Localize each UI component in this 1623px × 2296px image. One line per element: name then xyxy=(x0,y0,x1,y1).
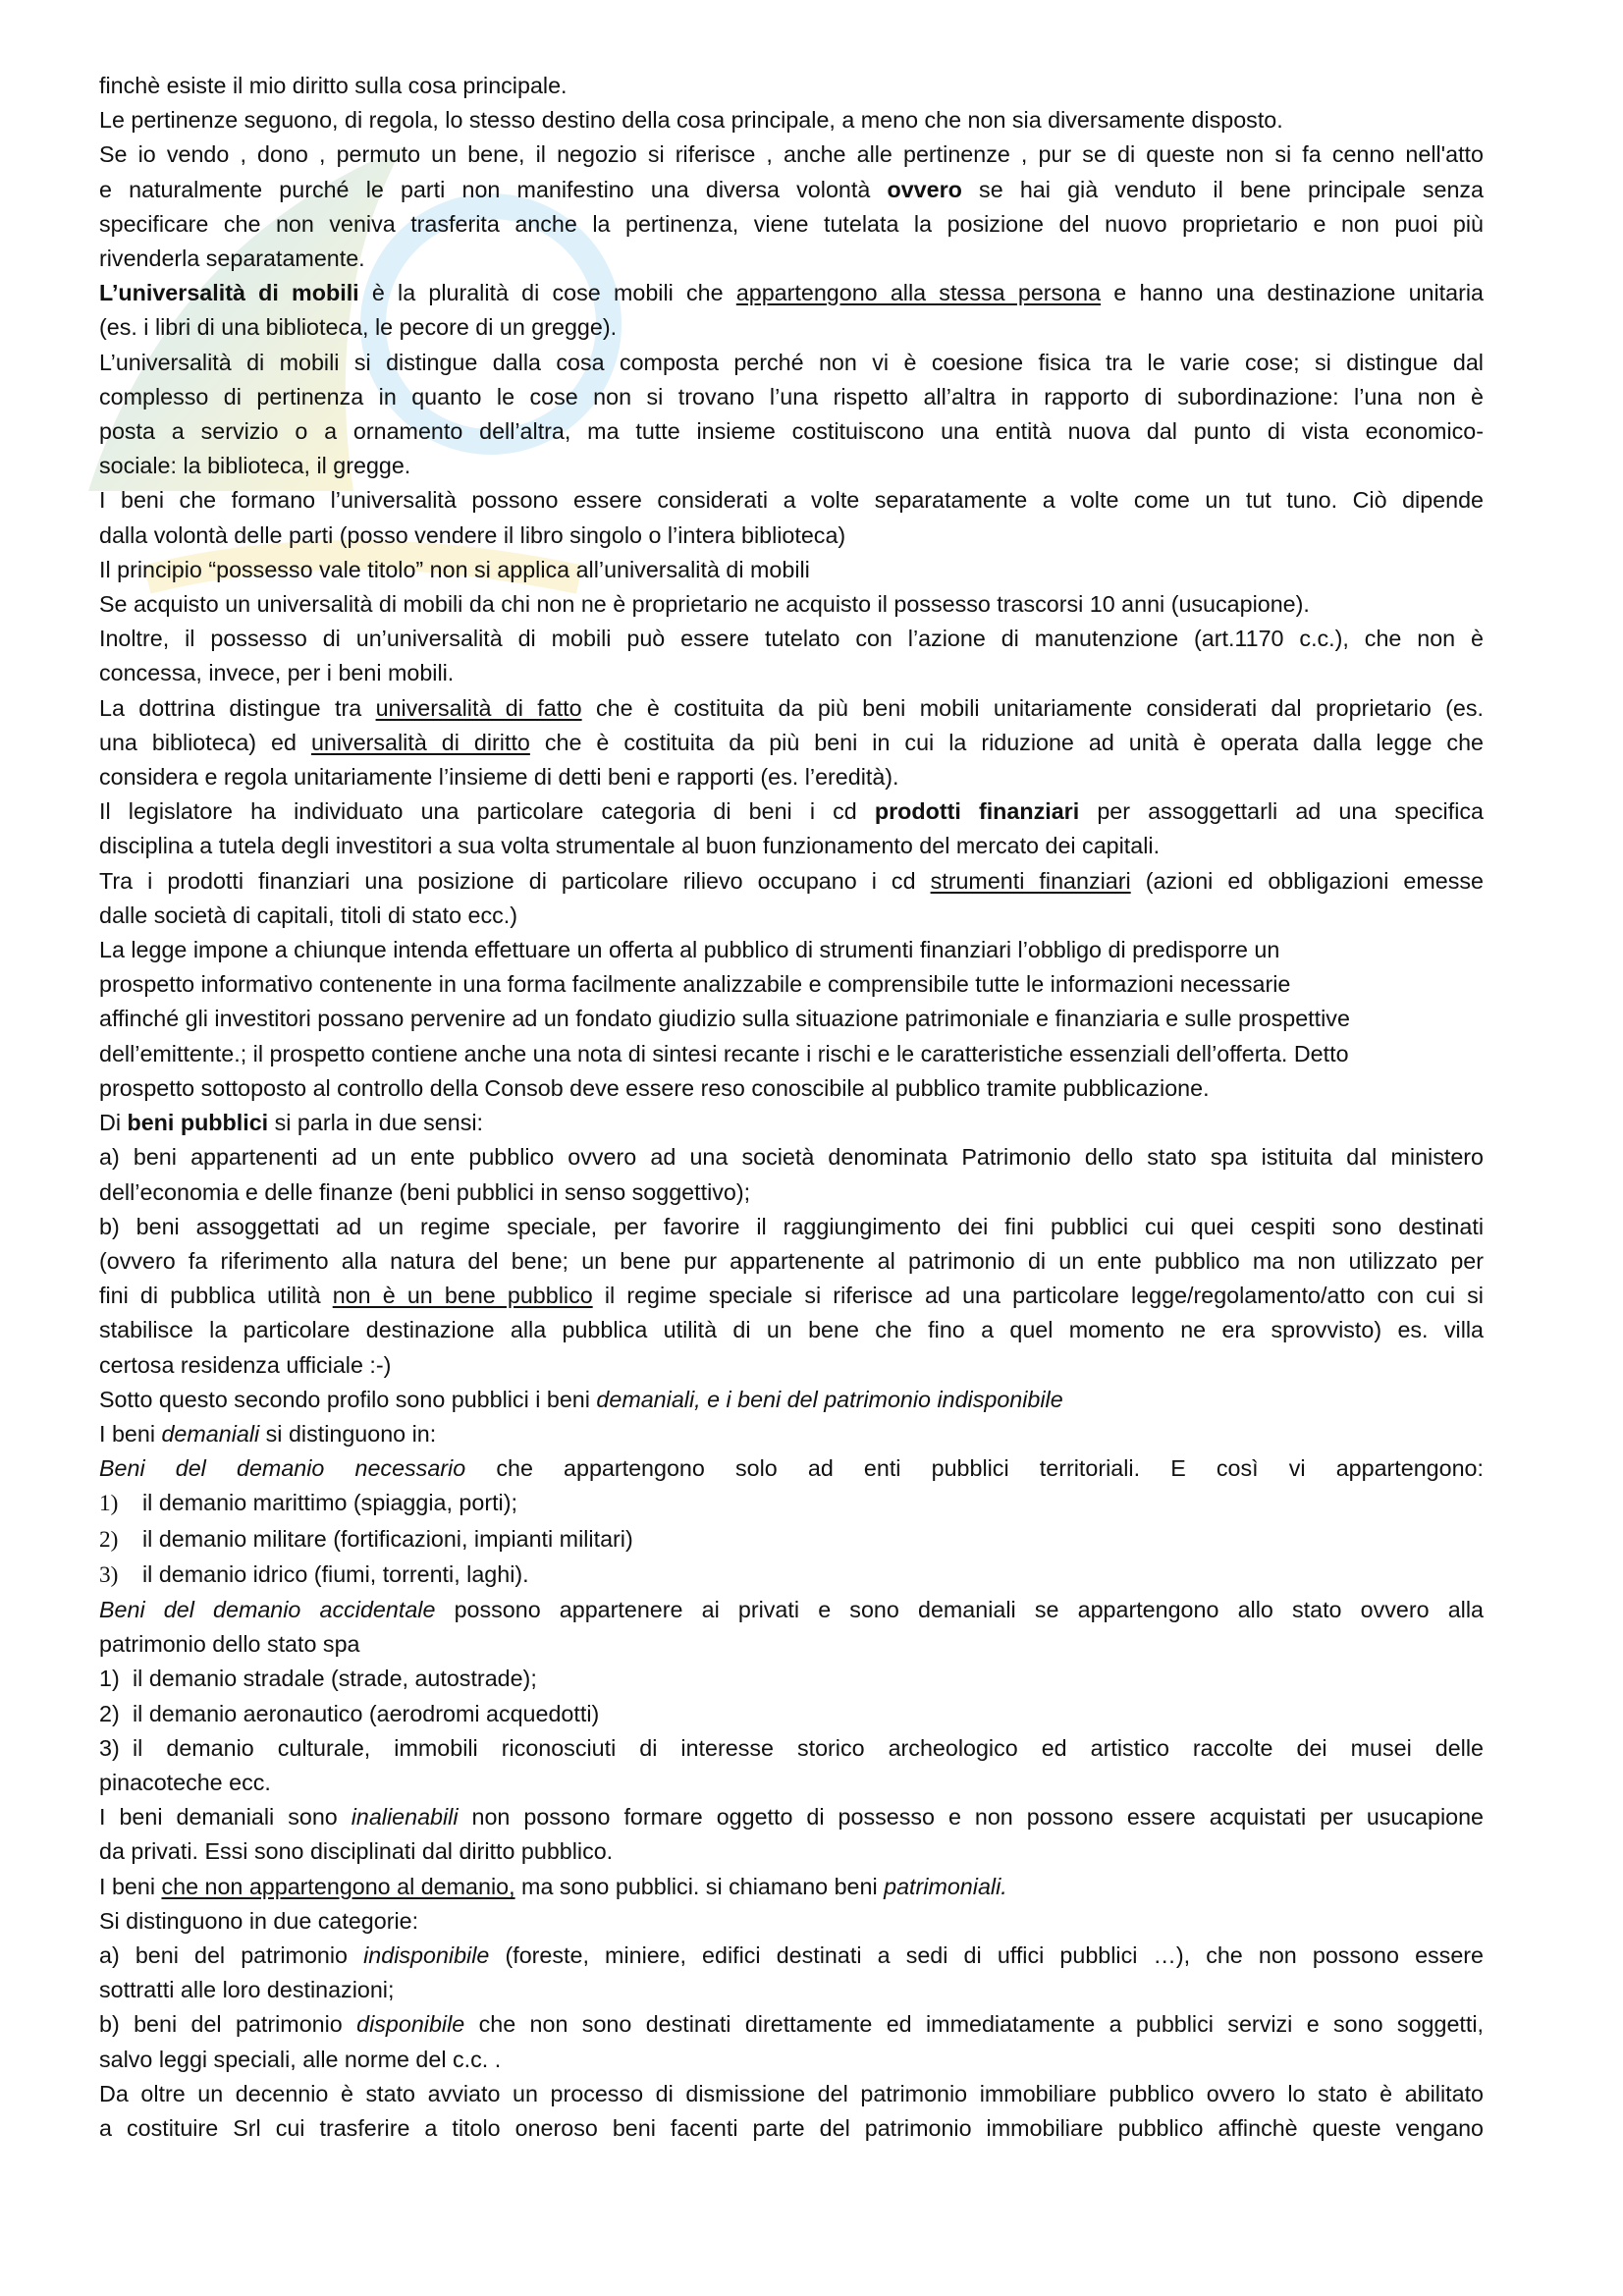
text-line xyxy=(99,760,1484,794)
line-text: il demanio stradale (strade, autostrade); xyxy=(133,1666,537,1692)
text-line xyxy=(99,1451,1484,1486)
line-text: una biblioteca) ed xyxy=(99,729,311,755)
text-line xyxy=(99,794,1484,829)
text-line xyxy=(99,1071,1484,1106)
line-text: sociale: la biblioteca, il gregge. xyxy=(99,453,411,479)
list-number: 1) xyxy=(99,1491,119,1517)
text-line xyxy=(99,1313,1484,1347)
line-text: per assoggettarli ad una specifica xyxy=(1079,798,1484,825)
line-text: a costituire Srl cui trasferire a titolo oneroso beni facenti parte del patrimonio immobiliare pubblico affinchè queste vengano xyxy=(99,2114,1484,2141)
text-line xyxy=(99,103,1484,137)
line-text: considera e regola unitariamente l’insieme di detti beni e rapporti (es. l’eredità). xyxy=(99,764,899,791)
text-line xyxy=(99,2043,1484,2077)
text-line xyxy=(99,1662,1484,1696)
line-text: disciplina a tutela degli investitori a sua volta strumentale al buon funzionamento del mercato dei capitali. xyxy=(99,833,1161,859)
line-text: fini di pubblica utilità xyxy=(99,1283,333,1309)
line-text: possono appartenere ai privati e sono demaniali se appartengono allo stato ovvero alla xyxy=(435,1596,1484,1622)
text-line xyxy=(99,449,1484,483)
line-text: e naturalmente purché le parti non manifestino una diversa volontà xyxy=(99,176,888,202)
text-line xyxy=(99,967,1484,1002)
italic-term: Beni del demanio necessario xyxy=(99,1455,466,1482)
list-number: 1) xyxy=(99,1666,120,1692)
text-line xyxy=(99,1593,1484,1627)
line-text: che è costituita da più beni mobili unitariamente considerati dal proprietario (es. xyxy=(581,694,1485,721)
italic-term: demaniali, e i beni del patrimonio indisponibile xyxy=(596,1386,1063,1412)
line-text: Si distinguono in due categorie: xyxy=(99,1907,419,1934)
line-text: il demanio militare (fortificazioni, impianti militari) xyxy=(142,1525,633,1552)
italic-term: patrimoniali. xyxy=(884,1873,1007,1899)
text-line xyxy=(99,622,1484,656)
line-text: complesso di pertinenza in quanto le cose non si trovano l’una rispetto all’altra in rapporto di subordinazione: l’una non è xyxy=(99,383,1484,410)
text-line xyxy=(99,1140,1484,1175)
line-text: a) beni appartenenti ad un ente pubblico ovvero ad una società denominata Patrimonio dello stato spa istituita dal ministero xyxy=(99,1144,1484,1171)
text-line xyxy=(99,346,1484,380)
line-text: Di xyxy=(99,1110,128,1136)
list-number: 3) xyxy=(99,1734,120,1761)
line-text: Da oltre un decennio è stato avviato un processo di dismissione del patrimonio immobiliare pubblico ovvero lo stato è abilitato xyxy=(99,2080,1484,2106)
italic-term: indisponibile xyxy=(363,1941,490,1968)
text-line xyxy=(99,1834,1484,1869)
text-line xyxy=(99,380,1484,414)
text-line xyxy=(99,310,1484,345)
line-text: è la pluralità di cose mobili che xyxy=(358,280,736,306)
text-line xyxy=(99,1037,1484,1071)
text-line xyxy=(99,1558,1484,1593)
text-line xyxy=(99,1800,1484,1834)
line-text: che appartengono solo ad enti pubblici territoriali. E così vi appartengono: xyxy=(465,1455,1484,1482)
line-text: salvo leggi speciali, alle norme del c.c. . xyxy=(99,2046,502,2072)
text-line xyxy=(99,483,1484,518)
bold-term: L’universalità di mobili xyxy=(99,280,359,306)
line-text: b) beni assoggettati ad un regime speciale, per favorire il raggiungimento dei fini pubblici cui quei cespiti sono destinati xyxy=(99,1213,1484,1239)
text-line xyxy=(99,1627,1484,1662)
line-text: Sotto questo secondo profilo sono pubblici i beni xyxy=(99,1386,597,1412)
bold-term: ovvero xyxy=(887,176,962,202)
text-line xyxy=(99,899,1484,933)
line-text: il demanio idrico (fiumi, torrenti, laghi). xyxy=(142,1560,529,1587)
line-text: rivenderla separatamente. xyxy=(99,246,365,272)
text-line xyxy=(99,1486,1484,1521)
line-text: I beni xyxy=(99,1873,162,1899)
text-line xyxy=(99,137,1484,172)
italic-term: inalienabili xyxy=(351,1804,459,1831)
text-line xyxy=(99,1244,1484,1279)
line-text: Le pertinenze seguono, di regola, lo stesso destino della cosa principale, a meno che non sia diversamente disposto. xyxy=(99,107,1283,134)
text-line xyxy=(99,1766,1484,1800)
line-text: I beni che formano l’universalità possono essere considerati a volte separatamente a volte come un tut tuno. Ciò dipende xyxy=(99,487,1484,514)
text-line xyxy=(99,1417,1484,1451)
line-text: Inoltre, il possesso di un’universalità di mobili può essere tutelato con l’azione di manutenzione (art.1170 c.c.), che non è xyxy=(99,626,1484,652)
line-text: I beni xyxy=(99,1420,162,1447)
line-text: affinché gli investitori possano pervenire ad un fondato giudizio sulla situazione patrimoniale e finanziaria e sulle prospettive xyxy=(99,1006,1350,1032)
text-line xyxy=(99,1870,1484,1904)
underlined-term: universalità di diritto xyxy=(310,729,530,755)
line-text: specificare che non veniva trasferita anche la pertinenza, viene tutelata la posizione del nuovo proprietario e non puoi più xyxy=(99,210,1484,237)
list-number: 2) xyxy=(99,1700,120,1726)
text-line xyxy=(99,1973,1484,2007)
text-line xyxy=(99,2007,1484,2042)
line-text: da privati. Essi sono disciplinati dal diritto pubblico. xyxy=(99,1838,614,1865)
line-text: dell’emittente.; il prospetto contiene anche una nota di sintesi recante i rischi e le caratteristiche essenziali dell’offerta. Detto xyxy=(99,1040,1349,1066)
text-line xyxy=(99,1383,1484,1417)
text-line xyxy=(99,207,1484,242)
line-text: certosa residenza ufficiale :-) xyxy=(99,1351,392,1378)
bold-term: prodotti finanziari xyxy=(874,798,1080,825)
text-line xyxy=(99,2111,1484,2146)
underlined-term: appartengono alla stessa persona xyxy=(735,280,1102,306)
line-text: L’universalità di mobili si distingue dalla cosa composta perché non vi è coesione fisica tra le varie cose; si distingue dal xyxy=(99,349,1484,375)
line-text: posta a servizio o a ornamento dell’altra, ma tutte insieme costituiscono una entità nuova dal punto di vista economico- xyxy=(99,418,1484,445)
italic-term: disponibile xyxy=(356,2011,465,2038)
line-text: Se acquisto un universalità di mobili da chi non ne è proprietario ne acquisto il possesso trascorsi 10 anni (usucapione). xyxy=(99,591,1310,618)
line-text: dalle società di capitali, titoli di stato ecc.) xyxy=(99,902,518,928)
italic-term: demaniali xyxy=(161,1420,260,1447)
text-line xyxy=(99,2077,1484,2111)
text-line xyxy=(99,1939,1484,1973)
underlined-term: non è un bene pubblico xyxy=(332,1283,593,1309)
text-line xyxy=(99,414,1484,449)
line-text: (azioni ed obbligazioni emesse xyxy=(1130,867,1485,894)
line-text: La legge impone a chiunque intenda effettuare un offerta al pubblico di strumenti finanziari l’obbligo di predisporre un xyxy=(99,937,1280,963)
text-line xyxy=(99,726,1484,760)
text-line xyxy=(99,553,1484,587)
text-line xyxy=(99,276,1484,310)
italic-term: Beni del demanio accidentale xyxy=(99,1596,436,1622)
text-line xyxy=(99,173,1484,207)
text-line xyxy=(99,656,1484,690)
line-text: (ovvero fa riferimento alla natura del bene; un bene pur appartenente al patrimonio di un ente pubblico ma non utilizzato per xyxy=(99,1247,1484,1274)
line-text: il demanio aeronautico (aerodromi acquedotti) xyxy=(133,1700,600,1726)
line-text: si parla in due sensi: xyxy=(268,1110,484,1136)
text-line xyxy=(99,1210,1484,1244)
line-text: ma sono pubblici. si chiamano beni xyxy=(514,1873,885,1899)
text-line xyxy=(99,829,1484,863)
text-line xyxy=(99,691,1484,726)
line-text: La dottrina distingue tra xyxy=(99,694,376,721)
text-line xyxy=(99,1106,1484,1140)
document-body xyxy=(99,69,1484,2146)
text-line xyxy=(99,519,1484,553)
text-line xyxy=(99,1522,1484,1558)
text-line xyxy=(99,1348,1484,1383)
line-text: pinacoteche ecc. xyxy=(99,1769,271,1795)
line-text: si distinguono in: xyxy=(259,1420,437,1447)
line-text: sottratti alle loro destinazioni; xyxy=(99,1977,395,2003)
line-text: finchè esiste il mio diritto sulla cosa principale. xyxy=(99,73,568,98)
line-text: e hanno una destinazione unitaria xyxy=(1101,280,1484,306)
line-text: Il legislatore ha individuato una particolare categoria di beni i cd xyxy=(99,798,875,825)
line-text: concessa, invece, per i beni mobili. xyxy=(99,660,455,686)
line-text: che è costituita da più beni in cui la riduzione ad unità è operata dalla legge che xyxy=(529,729,1484,755)
underlined-term: che non appartengono al demanio, xyxy=(161,1873,515,1899)
line-text: I beni demaniali sono xyxy=(99,1804,352,1831)
line-text: che non sono destinati direttamente ed immediatamente a pubblici servizi e sono soggetti, xyxy=(464,2011,1484,2038)
line-text: (es. i libri di una biblioteca, le pecore di un gregge). xyxy=(99,314,618,341)
text-line xyxy=(99,933,1484,967)
line-text: Se io vendo , dono , permuto un bene, il negozio si riferisce , anche alle pertinenze , pur se di queste non si fa cenno nell'atto xyxy=(99,141,1484,168)
line-text: stabilisce la particolare destinazione alla pubblica utilità di un bene che fino a quel momento ne era sprovvisto) es. villa xyxy=(99,1317,1484,1343)
line-text: se hai già venduto il bene principale senza xyxy=(961,176,1485,202)
line-text: dalla volontà delle parti (posso vendere il libro singolo o l’intera biblioteca) xyxy=(99,521,846,548)
line-text: Tra i prodotti finanziari una posizione di particolare rilievo occupano i cd xyxy=(99,867,931,894)
line-text: (foreste, miniere, edifici destinati a sedi di uffici pubblici …), che non possono essere xyxy=(489,1941,1484,1968)
list-number: 3) xyxy=(99,1561,119,1588)
underlined-term: strumenti finanziari xyxy=(930,867,1131,894)
text-line xyxy=(99,1697,1484,1731)
text-line xyxy=(99,1904,1484,1939)
line-text: b) beni del patrimonio xyxy=(99,2011,357,2038)
bold-term: beni pubblici xyxy=(127,1110,269,1136)
line-text: il demanio marittimo (spiaggia, porti); xyxy=(142,1490,517,1516)
line-text: dell’economia e delle finanze (beni pubblici in senso soggettivo); xyxy=(99,1178,751,1205)
underlined-term: universalità di fatto xyxy=(375,694,582,721)
line-text: prospetto sottoposto al controllo della Consob deve essere reso conoscibile al pubblico tramite pubblicazione. xyxy=(99,1074,1210,1101)
line-text: patrimonio dello stato spa xyxy=(99,1631,360,1658)
text-line xyxy=(99,69,1484,103)
line-text: prospetto informativo contenente in una forma facilmente analizzabile e comprensibile tutte le informazioni necessarie xyxy=(99,971,1291,998)
text-line xyxy=(99,587,1484,622)
text-line xyxy=(99,1175,1484,1210)
text-line xyxy=(99,242,1484,276)
line-text: il regime speciale si riferisce ad una particolare legge/regolamento/atto con cui si xyxy=(592,1283,1484,1309)
text-line xyxy=(99,864,1484,899)
line-text: non possono formare oggetto di possesso e non possono essere acquistati per usucapione xyxy=(458,1804,1484,1831)
list-number: 2) xyxy=(99,1526,119,1553)
text-line xyxy=(99,1279,1484,1313)
line-text: Il principio “possesso vale titolo” non si applica all’universalità di mobili xyxy=(99,556,810,582)
line-text: il demanio culturale, immobili riconosciuti di interesse storico archeologico ed artistico raccolte dei musei delle xyxy=(133,1734,1484,1761)
line-text: a) beni del patrimonio xyxy=(99,1941,364,1968)
text-line xyxy=(99,1731,1484,1766)
text-line xyxy=(99,1002,1484,1036)
